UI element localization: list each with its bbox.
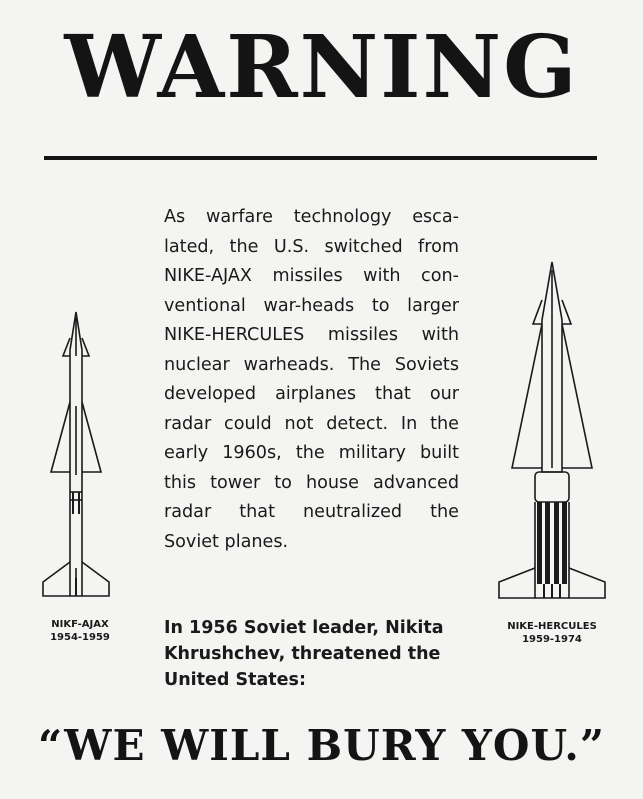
paragraph-line: this tower to house advanced — [164, 472, 459, 493]
paragraph-line: ventional war-heads to larger — [164, 295, 459, 316]
paragraph-line: NIKE-HERCULES missiles with — [164, 325, 459, 345]
nike-hercules-caption — [492, 620, 612, 646]
paragraph-line: As warfare technology esca- — [164, 207, 459, 227]
quote-intro-line: Khrushchev, threatened the — [164, 644, 441, 664]
khrushchev-quote: “WE WILL BURY YOU.” — [37, 721, 606, 770]
missile-years: 1959-1974 — [522, 634, 582, 645]
history-paragraph — [164, 203, 459, 557]
quote-intro-line: United States: — [164, 670, 306, 690]
paragraph-line: NIKE-AJAX missiles with con- — [164, 266, 459, 286]
paragraph-line: Soviet planes. — [164, 531, 289, 552]
paragraph-line: early 1960s, the military built — [164, 443, 459, 463]
paragraph-line: radar could not detect. In the — [164, 413, 459, 434]
paragraph-line: radar that neutralized the — [164, 502, 459, 522]
title-divider — [44, 156, 597, 160]
quote-intro — [164, 615, 464, 693]
nike-ajax-missile-icon — [40, 310, 112, 602]
sign-title: WARNING — [64, 17, 579, 118]
nike-hercules-missile-icon — [495, 260, 609, 604]
paragraph-line: lated, the U.S. switched from — [164, 236, 459, 257]
missile-name: NIKF-AJAX — [51, 619, 109, 630]
quote-intro-line: In 1956 Soviet leader, Nikita — [164, 618, 444, 638]
nike-ajax-caption — [30, 618, 130, 644]
paragraph-line: nuclear warheads. The Soviets — [164, 354, 459, 375]
missile-name: NIKE-HERCULES — [507, 621, 597, 632]
missile-years: 1954-1959 — [50, 632, 110, 643]
paragraph-line: developed airplanes that our — [164, 384, 459, 404]
